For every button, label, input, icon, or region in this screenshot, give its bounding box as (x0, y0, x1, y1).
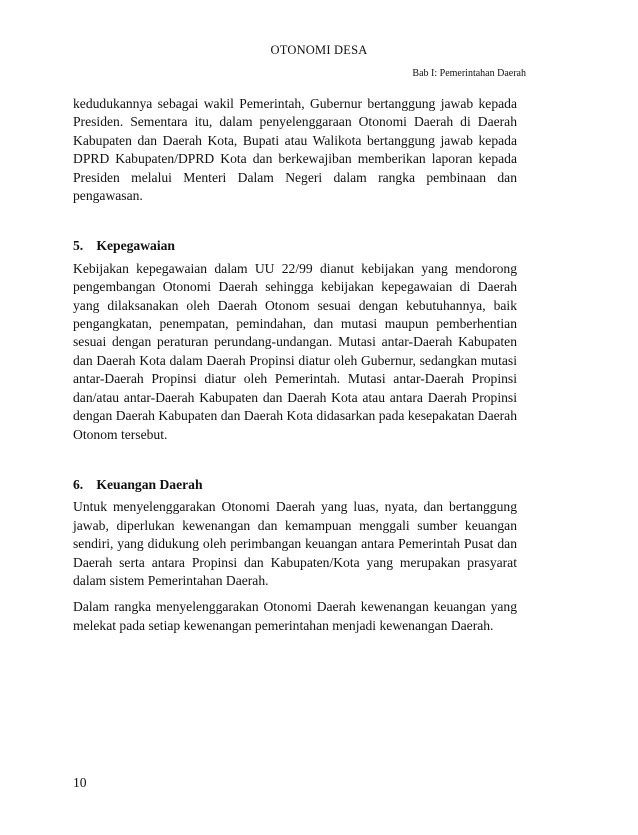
chapter-label: Bab I: Pemerintahan Daerah (412, 68, 526, 79)
section-paragraph: Dalam rangka menyelenggarakan Otonomi Daerah kewenangan keuangan yang melekat pada setiap kewenangan pemerintahan menjadi kewenangan Daerah. (73, 599, 517, 633)
section-number: 6. (73, 476, 84, 492)
section-heading (73, 476, 517, 494)
section-heading (73, 237, 517, 255)
section-kepegawaian (73, 237, 517, 443)
section-keuangan-daerah (73, 476, 517, 635)
section-paragraph: Untuk menyelenggarakan Otonomi Daerah yang luas, nyata, dan bertanggung jawab, diperlukan kewenangan dan kemampuan menggali sumber keuangan sendiri, yang didukung oleh perimbangan keuangan antara Pemerintah Pusat dan Daerah serta antara Propinsi dan Kabupaten/Kota yang merupakan prasyarat dalam sistem Pemerintahan Daerah. (73, 499, 517, 588)
section-paragraph: Kebijakan kepegawaian dalam UU 22/99 dianut kebijakan yang mendorong pengembangan Otonomi Daerah sehingga kebijakan kepegawaian di Daerah yang dilaksanakan oleh Daerah Otonom sesuai dengan kebutuhannya, baik pengangkatan, penempatan, pemindahan, dan mutasi maupun pemberhentian sesuai dengan peraturan perundang-undangan. Mutasi antar-Daerah Kabupaten dan Daerah Kota dalam Daerah Propinsi diatur oleh Gubernur, sedangkan mutasi antar-Daerah Propinsi diatur oleh Pemerintah. Mutasi antar-Daerah Propinsi dan/atau antar-Daerah Kabupaten dan Daerah Kota atau antara Daerah Propinsi dengan Daerah Kabupaten dan Daerah Kota didasarkan pada kesepakatan Daerah Otonom tersebut. (73, 260, 517, 442)
section-title-text: Keuangan Daerah (96, 476, 203, 492)
intro-paragraph: kedudukannya sebagai wakil Pemerintah, Gubernur bertanggung jawab kepada Presiden. Sementara itu, dalam penyelenggaraan Otonomi Daerah di Daerah Kabupaten dan Daerah Kota, Bupati atau Walikota bertanggung jawab kepada DPRD Kabupaten/DPRD Kota dan berkewajiban memberikan laporan kepada Presiden melalui Menteri Dalam Negeri dalam rangka pembinaan dan pengawasan. (73, 96, 517, 204)
section-number: 5. (73, 238, 84, 254)
page-body (73, 95, 517, 635)
page-number: 10 (73, 775, 87, 790)
section-title-text: Kepegawaian (96, 238, 175, 254)
book-title: OTONOMI DESA (270, 43, 368, 57)
